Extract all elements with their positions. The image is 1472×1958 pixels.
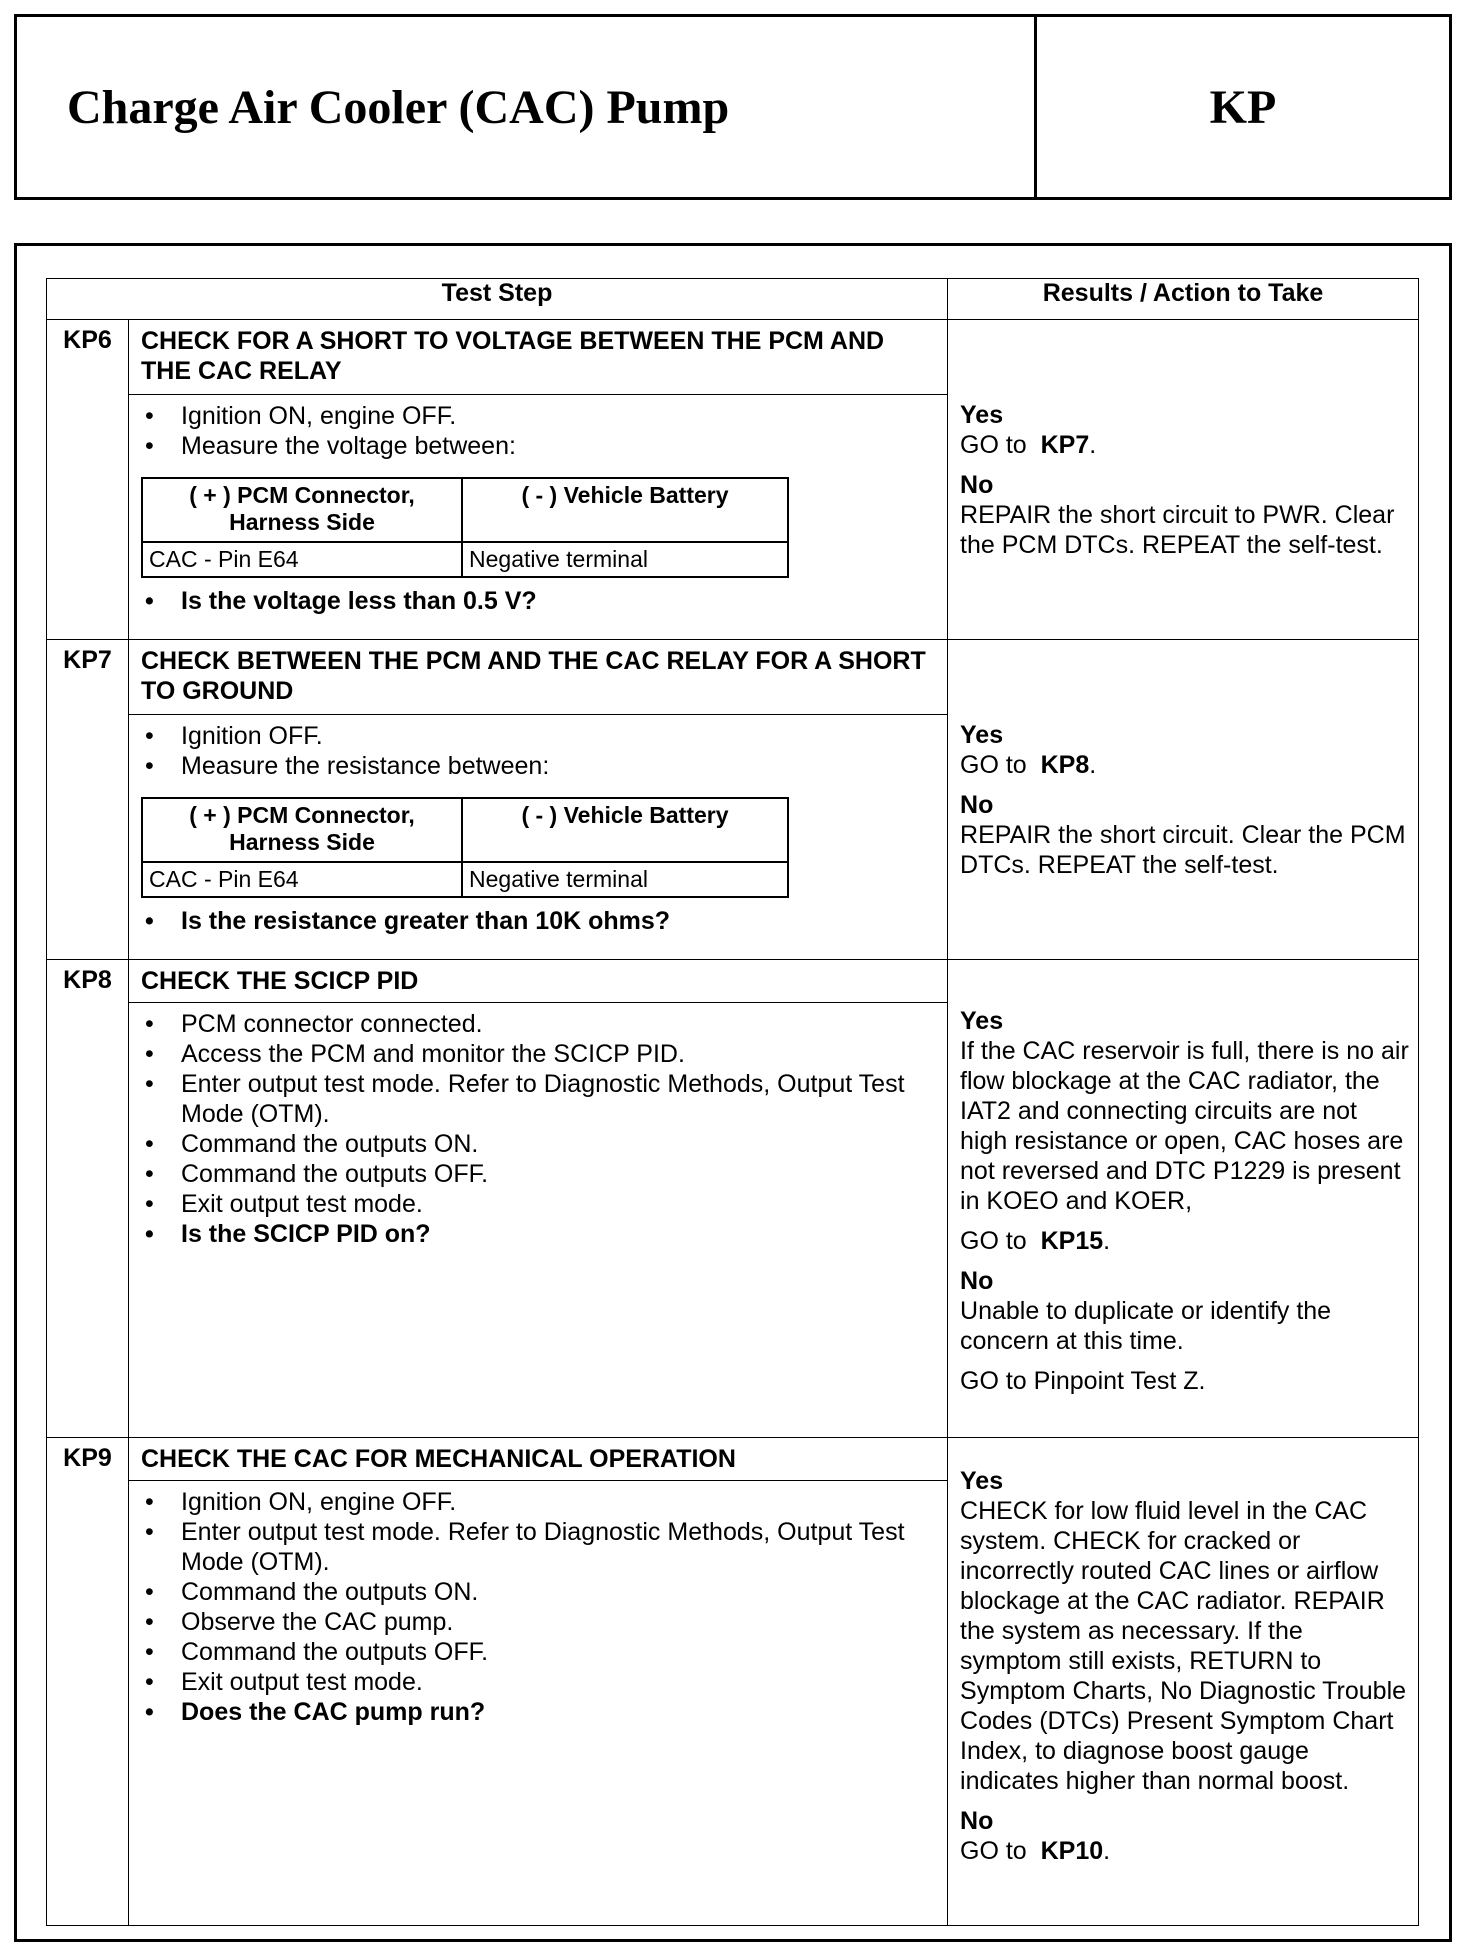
no-condition: Unable to duplicate or identify the concern at this time.	[960, 1297, 1332, 1355]
go-to-text: GO to	[960, 1837, 1027, 1865]
no-label: No	[960, 790, 994, 819]
step-id: KP6	[47, 320, 129, 640]
yes-label: Yes	[960, 400, 1004, 429]
meas-col-positive: ( + ) PCM Connector, Harness Side	[142, 798, 462, 862]
meas-terminal: Negative terminal	[462, 542, 788, 577]
bullet-item: • Measure the voltage between:	[175, 431, 937, 461]
measurement-table	[141, 797, 789, 898]
yes-action: CHECK for low fluid level in the CAC system. CHECK for cracked or incorrectly routed CAC lines or airflow blockage at the CAC radiator. REPAIR the system as necessary. If the symptom still exists, RETURN to Symptom Charts, No Diagnostic Trouble Codes (DTCs) Present Symptom Chart Index, to diagnose boost gauge indicates higher than normal boost.	[960, 1497, 1407, 1795]
yes-label: Yes	[960, 720, 1004, 749]
meas-pin: CAC - Pin E64	[142, 862, 462, 897]
question-item: • Is the resistance greater than 10K ohms?	[175, 906, 937, 936]
meas-col-negative: ( - ) Vehicle Battery	[462, 798, 788, 862]
bullet-item: • Command the outputs ON.	[175, 1129, 937, 1159]
yes-condition: If the CAC reservoir is full, there is no air flow blockage at the CAC radiator, the IAT2 and connecting circuits are not high resistance or open, CAC hoses are not reversed and DTC P1229 is present in KOEO and KOER,	[960, 1037, 1409, 1215]
pinpoint-test-table	[46, 278, 1419, 1926]
question-item: • Is the voltage less than 0.5 V?	[175, 586, 937, 616]
step-title: CHECK THE CAC FOR MECHANICAL OPERATION	[129, 1438, 948, 1481]
bullet-item: • Command the outputs OFF.	[175, 1159, 937, 1189]
step-title: CHECK FOR A SHORT TO VOLTAGE BETWEEN THE PCM AND THE CAC RELAY	[129, 320, 948, 395]
step-ref-link: KP10	[1040, 1837, 1104, 1865]
no-label: No	[960, 470, 994, 499]
bullet-item: • Measure the resistance between:	[175, 751, 937, 781]
bullet-item: • Ignition ON, engine OFF.	[175, 1487, 937, 1517]
yes-action: GO to KP7.	[960, 430, 1097, 459]
bullet-item: • Ignition OFF.	[175, 721, 937, 751]
step-body	[129, 1003, 948, 1438]
meas-pin: CAC - Pin E64	[142, 542, 462, 577]
no-action: REPAIR the short circuit. Clear the PCM DTCs. REPEAT the self-test.	[960, 820, 1406, 879]
go-to-text: GO to	[960, 430, 1027, 459]
no-action: GO to KP10.	[960, 1837, 1111, 1865]
go-to-text: GO to	[960, 1227, 1027, 1255]
bullet-item: • Access the PCM and monitor the SCICP PID.	[175, 1039, 937, 1069]
yes-action: GO to KP15.	[960, 1227, 1111, 1255]
step-ref-link: KP8	[1040, 750, 1090, 779]
question-item: • Is the SCICP PID on?	[175, 1219, 937, 1249]
step-kp7-title-row	[47, 640, 1419, 715]
step-id: KP8	[47, 960, 129, 1438]
step-kp9-title-row	[47, 1438, 1419, 1481]
no-label: No	[960, 1807, 994, 1835]
no-action: GO to Pinpoint Test Z.	[960, 1367, 1206, 1395]
step-body	[129, 395, 948, 640]
bullet-item: • Ignition ON, engine OFF.	[175, 401, 937, 431]
step-kp8-results	[948, 960, 1419, 1438]
step-body	[129, 1481, 948, 1926]
step-kp6-results	[948, 320, 1419, 640]
step-id: KP9	[47, 1438, 129, 1926]
yes-label: Yes	[960, 1467, 1004, 1495]
step-title: CHECK BETWEEN THE PCM AND THE CAC RELAY FOR A SHORT TO GROUND	[129, 640, 948, 715]
results-header: Results / Action to Take	[948, 279, 1419, 320]
bullet-item: • Observe the CAC pump.	[175, 1607, 937, 1637]
yes-label: Yes	[960, 1007, 1004, 1035]
step-kp8-title-row	[47, 960, 1419, 1003]
table-header-row	[47, 279, 1419, 320]
yes-action: GO to KP8.	[960, 750, 1097, 779]
step-body	[129, 715, 948, 960]
meas-terminal: Negative terminal	[462, 862, 788, 897]
step-kp9-results	[948, 1438, 1419, 1926]
meas-col-negative: ( - ) Vehicle Battery	[462, 478, 788, 542]
header-box	[14, 14, 1452, 200]
step-ref-link: KP15	[1040, 1227, 1104, 1255]
bullet-item: • Command the outputs ON.	[175, 1577, 937, 1607]
page-title: Charge Air Cooler (CAC) Pump	[67, 80, 730, 134]
no-label: No	[960, 1267, 994, 1295]
bullet-item: • PCM connector connected.	[175, 1009, 937, 1039]
measurement-table	[141, 477, 789, 578]
test-step-header: Test Step	[47, 279, 948, 320]
bullet-item: • Exit output test mode.	[175, 1189, 937, 1219]
bullet-item: • Enter output test mode. Refer to Diagnostic Methods, Output Test Mode (OTM).	[175, 1517, 937, 1577]
bullet-item: • Command the outputs OFF.	[175, 1637, 937, 1667]
step-title: CHECK THE SCICP PID	[129, 960, 948, 1003]
section-code: KP	[1209, 80, 1277, 134]
question-item: • Does the CAC pump run?	[175, 1697, 937, 1727]
go-to-text: GO to	[960, 750, 1027, 779]
step-ref-link: KP7	[1040, 430, 1090, 459]
bullet-item: • Exit output test mode.	[175, 1667, 937, 1697]
meas-col-positive: ( + ) PCM Connector, Harness Side	[142, 478, 462, 542]
step-kp7-results	[948, 640, 1419, 960]
step-kp6-title-row	[47, 320, 1419, 395]
no-action: REPAIR the short circuit to PWR. Clear the PCM DTCs. REPEAT the self-test.	[960, 500, 1395, 559]
step-id: KP7	[47, 640, 129, 960]
bullet-item: • Enter output test mode. Refer to Diagnostic Methods, Output Test Mode (OTM).	[175, 1069, 937, 1129]
